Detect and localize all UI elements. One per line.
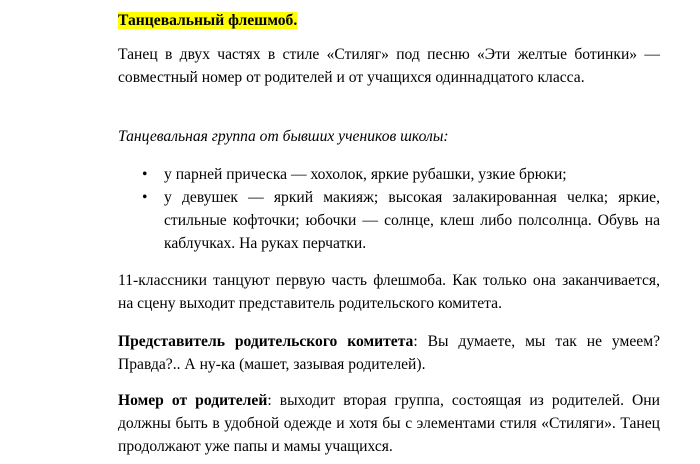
paragraph-intro-text: Танец в двух частях в стиле «Стиляг» под песню «Эти желтые ботинки» — совместный номер от родителей и от учащихся одиннадцатого класса. [118,46,660,86]
paragraph-committee [118,330,660,376]
speaker-label: Представитель родительского комитета [118,333,414,350]
paragraph-first-part-text: 11-классники танцуют первую часть флешмоба. Как только она заканчивается, на сцену выходит представитель родительского комитета. [118,272,660,312]
paragraph-group-text: Танцевальная группа от бывших учеников школы: [118,128,449,145]
bullet-icon: • [142,189,148,206]
section-heading [118,9,297,32]
heading-highlight: Танцевальный флешмоб. [118,12,298,29]
parents-label: Номер от родителей [118,392,268,409]
list-item [118,163,660,186]
bullet-icon: • [142,166,148,183]
paragraph-first-part [118,269,660,315]
list-item-text: у парней прическа — хохолок, яркие рубашки, узкие брюки; [164,166,567,183]
list-item-text: у девушек — яркий макияж; высокая залакированная челка; яркие, стильные кофточки; юбочки — солнце, клеш либо полсолнца. Обувь на каблучках. На руках перчатки. [164,189,660,252]
costume-list [118,163,660,255]
paragraph-group [118,125,660,148]
parents-text: : выходит вторая группа, состоящая из родителей. Они должны быть в удобной одежде и хотя бы с элементами стиля «Стиляги». Танец продолжают уже папы и мамы учащихся. [118,392,660,455]
speaker-text: : Вы думаете, мы так не умеем? Правда?.. А ну-ка (машет, зазывая родителей). [118,333,660,373]
list-item [118,186,660,255]
paragraph-parents [118,389,660,458]
paragraph-intro [118,43,660,89]
